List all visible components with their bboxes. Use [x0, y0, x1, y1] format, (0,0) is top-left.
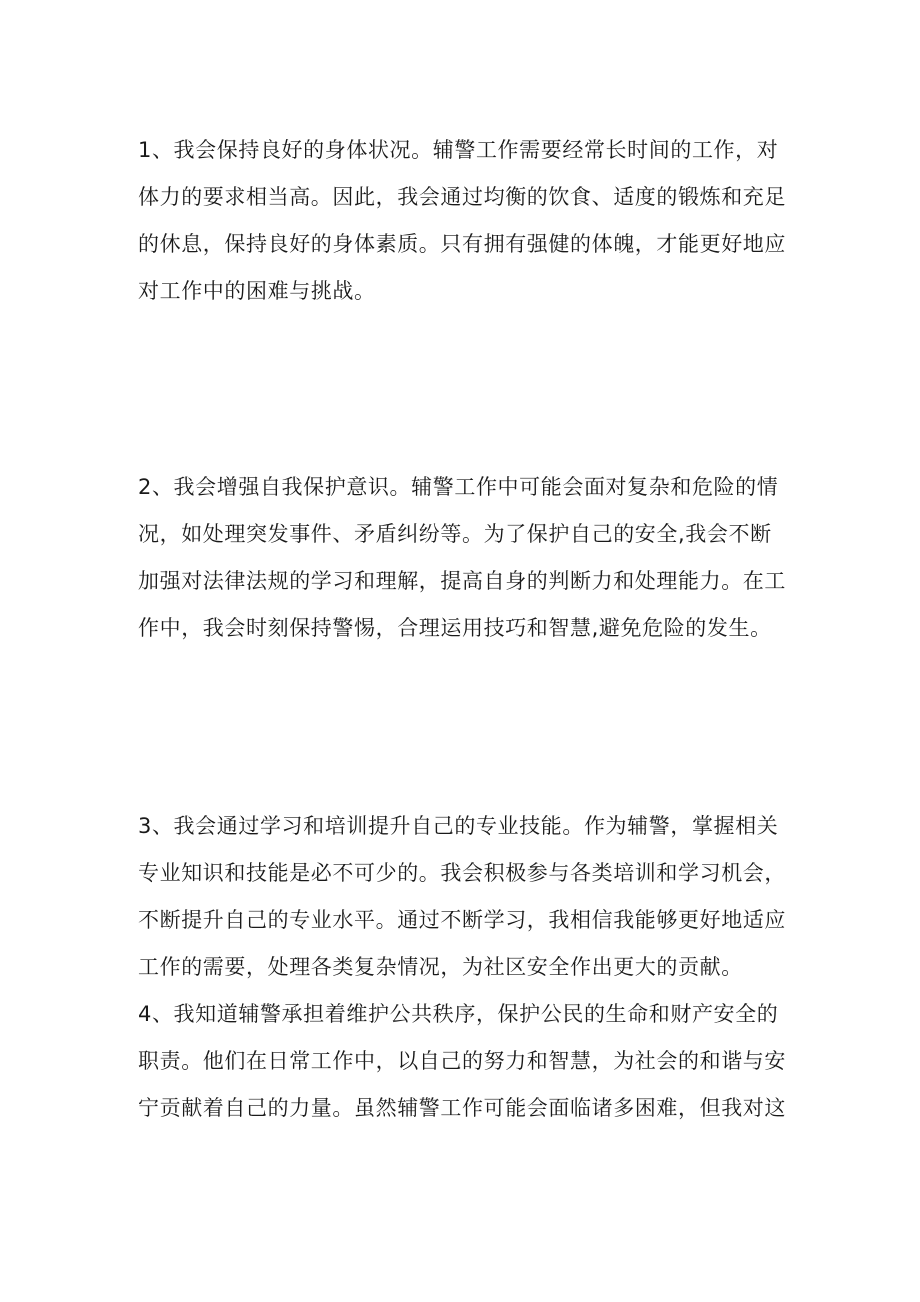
text-line: 作中，我会时刻保持警惕，合理运用技巧和智慧,避免危险的发生。	[138, 616, 772, 640]
text-line: 职责。他们在日常工作中，以自己的努力和智慧，为社会的和谐与安	[138, 1049, 786, 1073]
text-line: 不断提升自己的专业水平。通过不断学习，我相信我能够更好地适应	[138, 908, 786, 932]
text-line: 专业知识和技能是必不可少的。我会积极参与各类培训和学习机会，	[138, 861, 786, 885]
text-line: 对工作中的困难与挑战。	[138, 279, 376, 303]
text-line: 况，如处理突发事件、矛盾纠纷等。为了保护自己的安全,我会不断	[138, 522, 772, 546]
text-line: 宁贡献着自己的力量。虽然辅警工作可能会面临诸多困难，但我对这	[138, 1096, 786, 1120]
text-line: 工作的需要，处理各类复杂情况，为社区安全作出更大的贡献。	[138, 955, 743, 979]
text-line: 2、我会增强自我保护意识。辅警工作中可能会面对复杂和危险的情	[138, 475, 779, 499]
text-line: 3、我会通过学习和培训提升自己的专业技能。作为辅警，掌握相关	[138, 814, 779, 838]
text-line: 的休息，保持良好的身体素质。只有拥有强健的体魄，才能更好地应	[138, 232, 786, 256]
text-line: 加强对法律法规的学习和理解，提高自身的判断力和处理能力。在工	[138, 569, 786, 593]
text-line: 体力的要求相当高。因此，我会通过均衡的饮食、适度的锻炼和充足	[138, 185, 786, 209]
text-line: 4、我知道辅警承担着维护公共秩序，保护公民的生命和财产安全的	[138, 1002, 779, 1026]
text-line: 1、我会保持良好的身体状况。辅警工作需要经常长时间的工作，对	[138, 138, 779, 162]
